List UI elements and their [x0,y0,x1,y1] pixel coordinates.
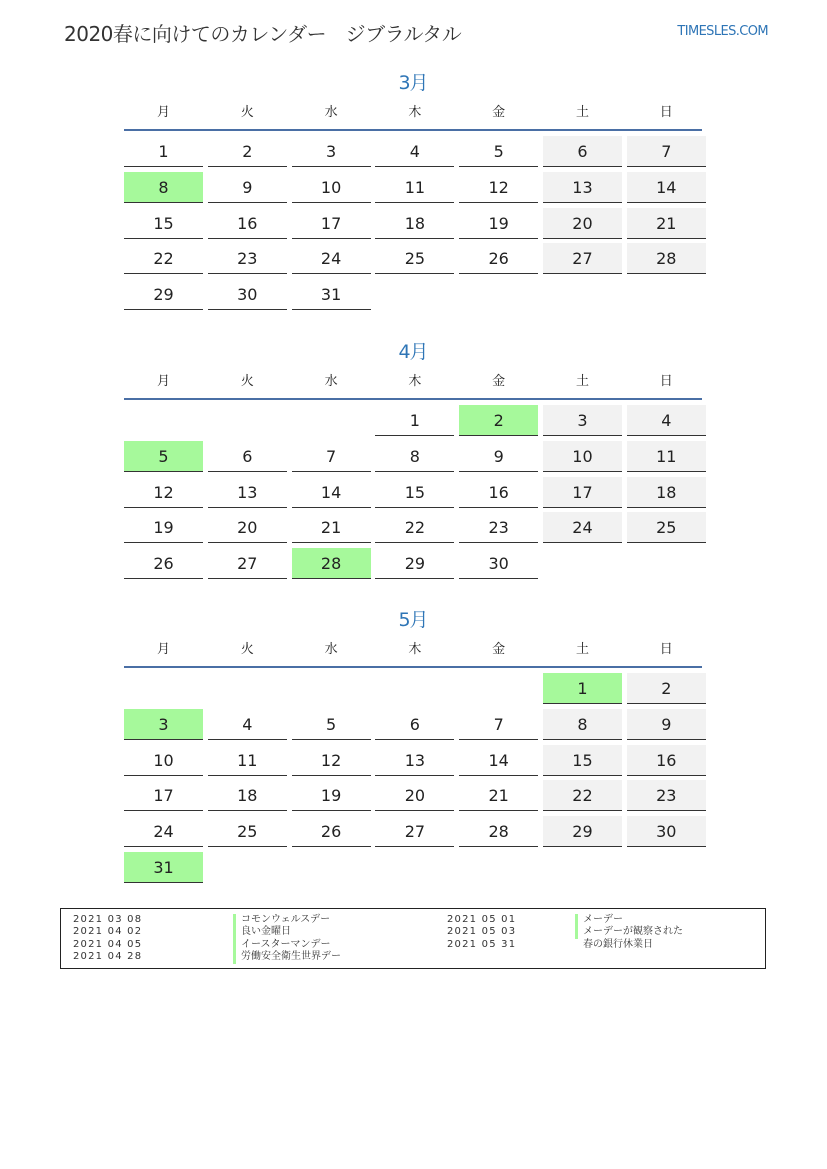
day-cell: 16 [627,745,706,776]
day-cell: 4 [375,136,454,167]
legend-date: 2021 04 28 [73,951,143,963]
weekday-label: 土 [575,642,589,657]
day-cell: 12 [292,745,371,776]
day-cell: 18 [627,477,706,508]
day-cell: 15 [543,745,622,776]
legend-holiday-name: 良い金曜日 [233,926,341,938]
day-cell: 30 [459,548,538,579]
holiday-day-cell: 28 [292,548,371,579]
day-cell: 27 [543,243,622,274]
holiday-legend [60,908,766,969]
day-cell: 22 [375,512,454,543]
holiday-day-cell: 3 [124,709,203,740]
day-cell: 10 [543,441,622,472]
day-cell: 12 [459,172,538,203]
weekday-label: 月 [156,105,170,120]
legend-holiday-name: イースターマンデー [233,939,341,951]
day-cell: 30 [627,816,706,847]
day-cell: 1 [124,136,203,167]
day-cell: 16 [208,208,287,239]
day-cell: 12 [124,477,203,508]
day-cell: 17 [292,208,371,239]
legend-date: 2021 04 05 [73,938,143,950]
day-cell: 24 [124,816,203,847]
weekday-header [124,634,702,668]
empty-cell [292,405,371,436]
day-cell: 20 [375,780,454,811]
weekday-label: 水 [324,105,338,120]
day-cell: 20 [543,208,622,239]
weekday-label: 木 [408,374,422,389]
day-cell: 30 [208,279,287,310]
day-cell: 27 [375,816,454,847]
holiday-day-cell: 31 [124,852,203,883]
legend-holiday-name: メーデーが観察された [575,926,683,938]
empty-cell [124,405,203,436]
day-cell: 6 [208,441,287,472]
day-cell: 2 [627,673,706,704]
weekday-label: 日 [659,642,673,657]
day-cell: 10 [292,172,371,203]
day-cell: 26 [292,816,371,847]
weekday-label: 金 [492,642,506,657]
day-cell: 19 [292,780,371,811]
day-cell: 9 [627,709,706,740]
day-cell: 3 [292,136,371,167]
weekday-label: 水 [324,374,338,389]
day-cell: 8 [543,709,622,740]
day-cell: 8 [375,441,454,472]
weekday-label: 土 [575,105,589,120]
weekday-label: 木 [408,642,422,657]
day-grid [124,673,702,883]
weekday-label: 火 [240,105,254,120]
day-cell: 13 [208,477,287,508]
legend-date: 2021 05 31 [447,938,517,950]
day-cell: 5 [292,709,371,740]
day-cell: 18 [375,208,454,239]
day-cell: 27 [208,548,287,579]
day-cell: 18 [208,780,287,811]
weekday-label: 木 [408,105,422,120]
legend-date: 2021 04 02 [73,926,143,938]
month-may [124,606,702,883]
legend-date: 2021 03 08 [73,914,143,925]
day-cell: 25 [375,243,454,274]
weekday-label: 月 [156,374,170,389]
day-cell: 3 [543,405,622,436]
month-title: 5月 [398,609,428,631]
month-april [124,338,702,579]
day-cell: 14 [292,477,371,508]
weekday-header [124,366,702,400]
holiday-day-cell: 2 [459,405,538,436]
day-cell: 7 [292,441,371,472]
weekday-label: 金 [492,105,506,120]
day-cell: 5 [459,136,538,167]
day-cell: 17 [543,477,622,508]
day-cell: 9 [208,172,287,203]
legend-names-left [233,914,341,964]
day-cell: 14 [627,172,706,203]
legend-date: 2021 05 03 [447,926,517,938]
day-cell: 26 [459,243,538,274]
empty-cell [375,673,454,704]
day-cell: 15 [375,477,454,508]
day-cell: 4 [208,709,287,740]
day-cell: 6 [375,709,454,740]
legend-dates-left [73,914,142,964]
weekday-label: 日 [659,105,673,120]
holiday-day-cell: 1 [543,673,622,704]
day-cell: 14 [459,745,538,776]
day-cell: 10 [124,745,203,776]
day-cell: 22 [543,780,622,811]
empty-cell [124,673,203,704]
empty-cell [208,673,287,704]
holiday-day-cell: 5 [124,441,203,472]
weekday-header [124,97,702,131]
site-link[interactable]: TIMESLES.COM [677,24,768,39]
day-cell: 17 [124,780,203,811]
day-cell: 1 [375,405,454,436]
day-cell: 29 [124,279,203,310]
weekday-label: 水 [324,642,338,657]
weekday-label: 月 [156,642,170,657]
day-cell: 20 [208,512,287,543]
day-cell: 11 [208,745,287,776]
day-cell: 23 [208,243,287,274]
legend-dates-right [447,914,516,951]
day-cell: 21 [627,208,706,239]
day-grid [124,136,702,310]
day-cell: 2 [208,136,287,167]
day-cell: 11 [627,441,706,472]
day-cell: 23 [627,780,706,811]
weekday-label: 日 [659,374,673,389]
day-cell: 19 [124,512,203,543]
day-cell: 7 [627,136,706,167]
legend-holiday-name: メーデー [575,914,683,926]
weekday-label: 金 [492,374,506,389]
day-cell: 7 [459,709,538,740]
day-cell: 21 [459,780,538,811]
day-cell: 13 [375,745,454,776]
month-title: 3月 [398,72,428,94]
day-cell: 23 [459,512,538,543]
day-cell: 29 [543,816,622,847]
day-cell: 25 [627,512,706,543]
legend-names-right [575,914,683,951]
day-cell: 29 [375,548,454,579]
page-title: 2020春に向けてのカレンダー ジブラルタル [64,22,462,46]
empty-cell [459,673,538,704]
day-cell: 31 [292,279,371,310]
day-cell: 9 [459,441,538,472]
weekday-label: 火 [240,642,254,657]
day-grid [124,405,702,579]
month-march [124,69,702,310]
empty-cell [292,673,371,704]
day-cell: 6 [543,136,622,167]
legend-holiday-name: 春の銀行休業日 [583,938,653,950]
legend-holiday-name: コモンウェルスデー [233,914,341,926]
day-cell: 19 [459,208,538,239]
day-cell: 25 [208,816,287,847]
empty-cell [208,405,287,436]
day-cell: 24 [292,243,371,274]
month-title: 4月 [398,341,428,363]
holiday-day-cell: 8 [124,172,203,203]
day-cell: 24 [543,512,622,543]
day-cell: 16 [459,477,538,508]
day-cell: 28 [459,816,538,847]
day-cell: 28 [627,243,706,274]
legend-date: 2021 05 01 [447,914,517,925]
day-cell: 22 [124,243,203,274]
day-cell: 26 [124,548,203,579]
day-cell: 15 [124,208,203,239]
day-cell: 11 [375,172,454,203]
weekday-label: 土 [575,374,589,389]
day-cell: 4 [627,405,706,436]
weekday-label: 火 [240,374,254,389]
day-cell: 13 [543,172,622,203]
day-cell: 21 [292,512,371,543]
legend-holiday-name: 労働安全衛生世界デー [233,951,341,963]
